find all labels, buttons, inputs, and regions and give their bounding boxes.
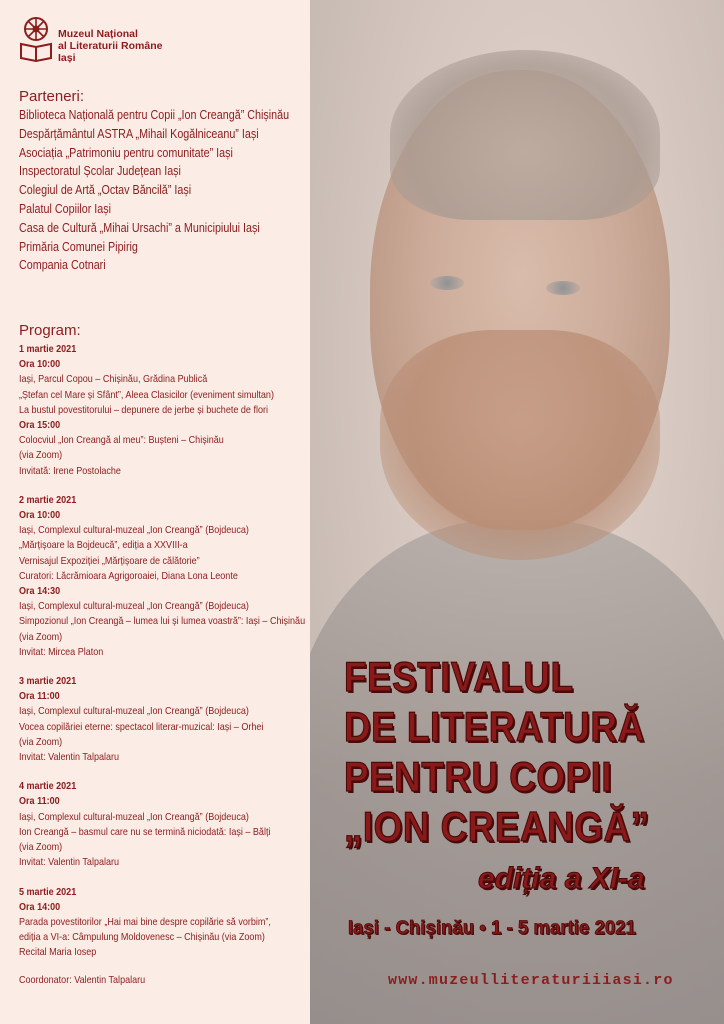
program-time-heading: Ora 15:00: [19, 419, 61, 432]
title-line: PENTRU COPII: [344, 753, 613, 800]
program-line: Simpozionul „Ion Creangă – lumea lui și lumea voastră”: Iași – Chișinău: [19, 615, 306, 628]
program-line: Invitat: Mircea Platon: [19, 645, 104, 658]
museum-name-line: Iași: [58, 52, 76, 64]
program-line: Vocea copilăriei eterne: spectacol literar-muzical: Iași – Orhei: [19, 720, 264, 733]
program-line: (via Zoom): [19, 630, 63, 643]
program-day: [19, 342, 309, 479]
title-line: DE LITERATURĂ: [344, 703, 645, 750]
partner-item: Biblioteca Națională pentru Copii „Ion Creangă” Chișinău: [19, 108, 290, 122]
program-line: Curatori: Lăcrămioara Agrigoroaiei, Diana Lona Leonte: [19, 569, 238, 582]
partner-item: Casa de Cultură „Mihai Ursachi” a Municipiului Iași: [19, 220, 260, 235]
partner-item: Colegiul de Artă „Octav Băncilă” Iași: [19, 183, 192, 198]
program-days: [19, 342, 309, 961]
coordinator-text: Coordonator: Valentin Talpalaru: [19, 973, 146, 986]
program-line: „Ștefan cel Mare și Sfânt”, Aleea Clasicilor (eveniment simultan): [19, 388, 274, 401]
program-section: [19, 322, 309, 988]
program-time-heading: Ora 10:00: [19, 509, 61, 522]
program-heading: Program:: [19, 322, 81, 339]
program-time-heading: Ora 11:00: [19, 690, 60, 703]
museum-logo-icon: [18, 16, 54, 67]
partner-item: Compania Cotnari: [19, 258, 106, 273]
museum-name: [58, 28, 162, 64]
partner-item: Primăria Comunei Pipirig: [19, 239, 138, 254]
program-line: ediția a VI-a: Câmpulung Moldovenesc – Chișinău (via Zoom): [19, 931, 265, 944]
program-time-heading: Ora 14:30: [19, 585, 61, 598]
partners-heading: Parteneri:: [19, 88, 85, 105]
program-time-heading: Ora 10:00: [19, 358, 61, 371]
partner-item: Palatul Copiilor Iași: [19, 201, 112, 216]
festival-title: [344, 652, 704, 852]
program-time-heading: 2 martie 2021: [19, 493, 77, 506]
program-line: Iași, Complexul cultural-muzeal „Ion Creangă” (Bojdeuca): [19, 524, 249, 537]
museum-name-line: Muzeul Național: [58, 28, 138, 40]
partner-item: Despărțământul ASTRA „Mihail Kogălniceanu” Iași: [19, 126, 259, 141]
partner-item: Asociația „Patrimoniu pentru comunitate” Iași: [19, 145, 233, 160]
program-line: Colocviul „Ion Creangă al meu”: Bușteni – Chișinău: [19, 434, 224, 447]
program-day: [19, 779, 309, 870]
program-line: (via Zoom): [19, 449, 63, 462]
program-day: [19, 674, 309, 765]
museum-name-line: al Literaturii Române: [58, 40, 163, 52]
program-day: [19, 493, 309, 660]
program-time-heading: 3 martie 2021: [19, 675, 77, 688]
program-time-heading: Ora 11:00: [19, 795, 60, 808]
program-line: La bustul povestitorului – depunere de jerbe și buchete de flori: [19, 403, 268, 416]
dates-text: Iași - Chișinău • 1 - 5 martie 2021: [348, 918, 637, 939]
program-line: Invitat: Valentin Talpalaru: [19, 751, 120, 764]
partners-list: [19, 106, 309, 275]
program-time-heading: 5 martie 2021: [19, 885, 77, 898]
edition-text: ediția a XI-a: [478, 862, 645, 895]
title-line: FESTIVALUL: [344, 653, 574, 700]
partners-section: [19, 88, 309, 275]
website-link[interactable]: www.muzeulliteraturiiiasi.ro: [388, 972, 674, 989]
partner-item: Inspectoratul Școlar Județean Iași: [19, 164, 181, 179]
program-time-heading: Ora 14:00: [19, 900, 61, 913]
program-line: Iași, Complexul cultural-muzeal „Ion Creangă” (Bojdeuca): [19, 810, 249, 823]
program-line: Ion Creangă – basmul care nu se termină niciodată: Iași – Bălți: [19, 825, 271, 838]
title-line: „ION CREANGĂ”: [344, 803, 650, 850]
program-time-heading: 4 martie 2021: [19, 780, 77, 793]
program-line: Vernisajul Expoziției „Mărțișoare de călătorie”: [19, 554, 200, 567]
program-line: „Mărțișoare la Bojdeucă”, ediția a XXVIII-a: [19, 539, 188, 552]
program-line: (via Zoom): [19, 735, 63, 748]
program-line: (via Zoom): [19, 841, 63, 854]
program-time-heading: 1 martie 2021: [19, 343, 77, 355]
program-day: [19, 885, 309, 961]
program-line: Iași, Parcul Copou – Chișinău, Grădina Publică: [19, 373, 208, 386]
program-line: Invitată: Irene Postolache: [19, 464, 121, 477]
program-line: Invitat: Valentin Talpalaru: [19, 856, 120, 869]
program-line: Parada povestitorilor „Hai mai bine despre copilărie să vorbim”,: [19, 915, 271, 928]
program-line: Iași, Complexul cultural-muzeal „Ion Creangă” (Bojdeuca): [19, 705, 249, 718]
program-line: Iași, Complexul cultural-muzeal „Ion Creangă” (Bojdeuca): [19, 600, 249, 613]
program-line: Recital Maria Iosep: [19, 946, 97, 959]
